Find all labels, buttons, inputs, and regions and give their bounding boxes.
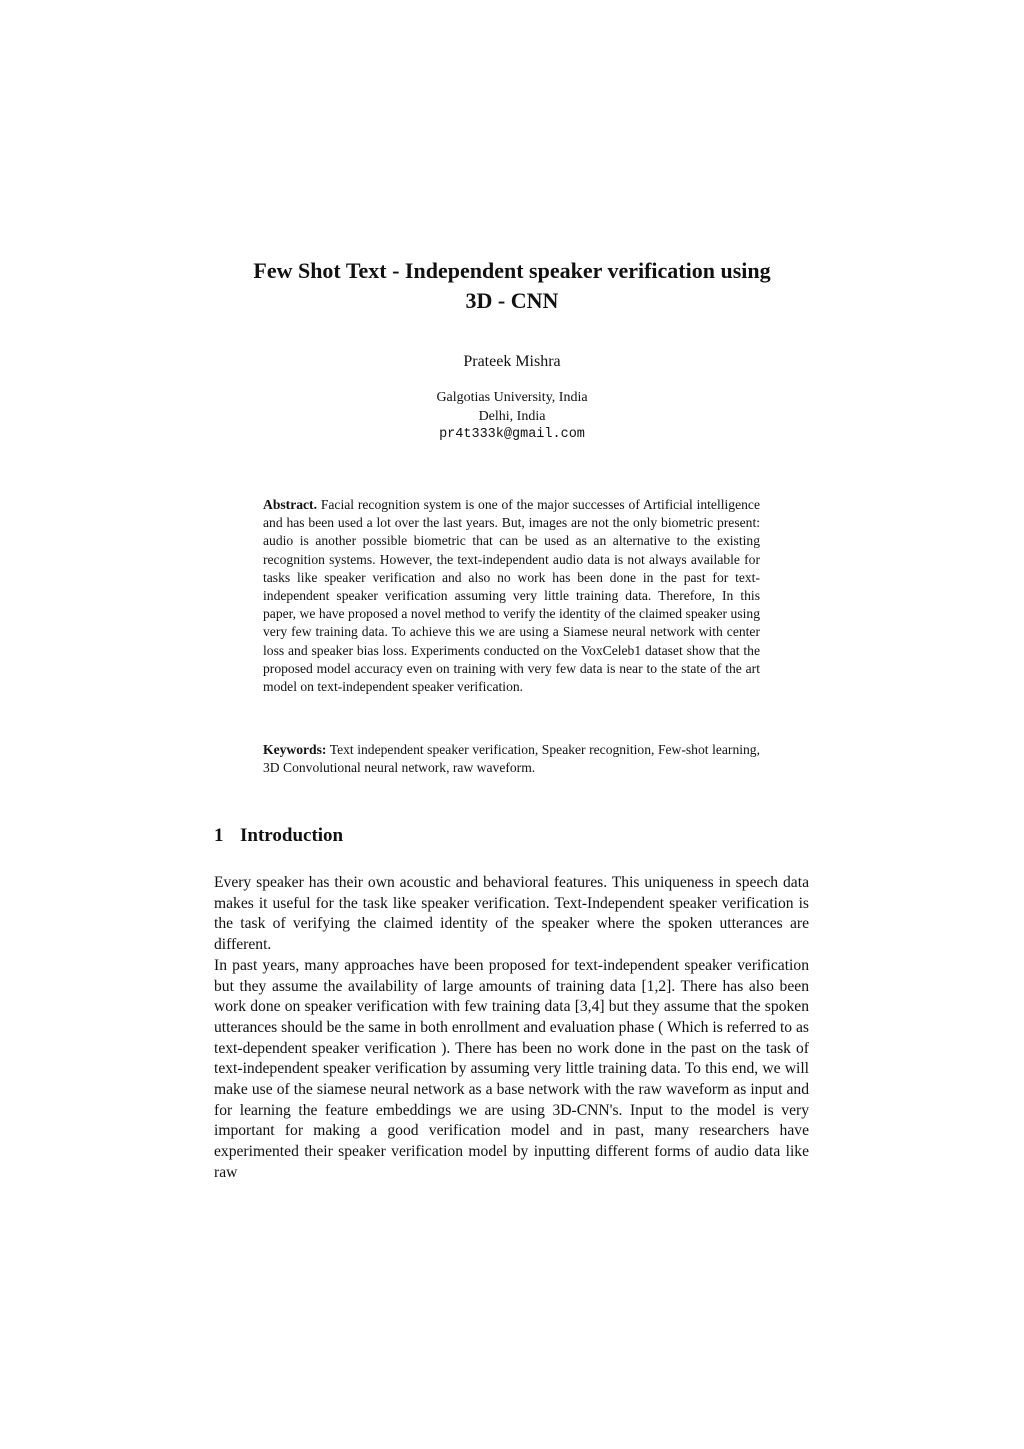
affiliation-university: Galgotias University, India xyxy=(436,390,588,405)
affiliation-location: Delhi, India xyxy=(478,408,546,424)
paragraph-1: Every speaker has their own acoustic and behavioral features. This uniqueness in speech data makes it useful for the task like speaker verification. Text-Independent speaker verification is the task of verifying the claimed identity of the speaker where the spoken utterances are different. xyxy=(214,874,809,954)
author-email: pr4t333k@gmail.com xyxy=(439,427,585,442)
section-heading-introduction xyxy=(214,824,343,848)
abstract-text: Facial recognition system is one of the major successes of Artificial intelligence and has been used a lot over the last years. But, images are not the only biometric present: audio is another possible biometric that can be used as an alternative to the existing recognition systems. However, the text-independent audio data is not always available for tasks like speaker verification and also no work has been done in the past for text-independent speaker verification assuming very little training data. Therefore, In this paper, we have proposed a novel method to verify the identity of the claimed speaker using very few training data. To achieve this we are using a Siamese neural network with center loss and speaker bias loss. Experiments conducted on the VoxCeleb1 dataset show that the proposed model accuracy even on training with very few data is near to the state of the art model on text-independent speaker verification. xyxy=(263,497,760,695)
abstract-label: Abstract. xyxy=(263,497,317,512)
section-number: 1 xyxy=(214,825,224,846)
paragraph-2: In past years, many approaches have been proposed for text-independent speaker verification but they assume the availability of large amounts of training data [1,2]. There has also been work done on speaker verification with few training data [3,4] but they assume that the spoken utterances should be the same in both enrollment and evaluation phase ( Which is referred to as text-dependent speaker verification ). There has been no work done in the past on the task of text-independent speaker verification by assuming very little training data. To this end, we will make use of the siamese neural network as a base network with the raw waveform as input and for learning the feature embeddings we are using 3D-CNN's. Input to the model is very important for making a good verification model and in past, many researchers have experimented their speaker verification model by inputting different forms of audio data like raw xyxy=(214,956,809,1181)
keywords-text: Text independent speaker verification, Speaker recognition, Few-shot learning, 3D Convolutional neural network, raw waveform. xyxy=(263,742,761,776)
title-line-1: Few Shot Text - Independent speaker verification using xyxy=(253,258,771,283)
author-name: Prateek Mishra xyxy=(463,353,561,370)
keywords-label: Keywords: xyxy=(263,742,327,757)
paper-title xyxy=(190,256,834,316)
title-line-2: 3D - CNN xyxy=(465,288,559,313)
keywords xyxy=(263,741,760,777)
section-title: Introduction xyxy=(240,825,344,846)
abstract xyxy=(263,496,760,696)
author-affiliation xyxy=(262,389,762,445)
introduction-body xyxy=(214,873,809,1184)
